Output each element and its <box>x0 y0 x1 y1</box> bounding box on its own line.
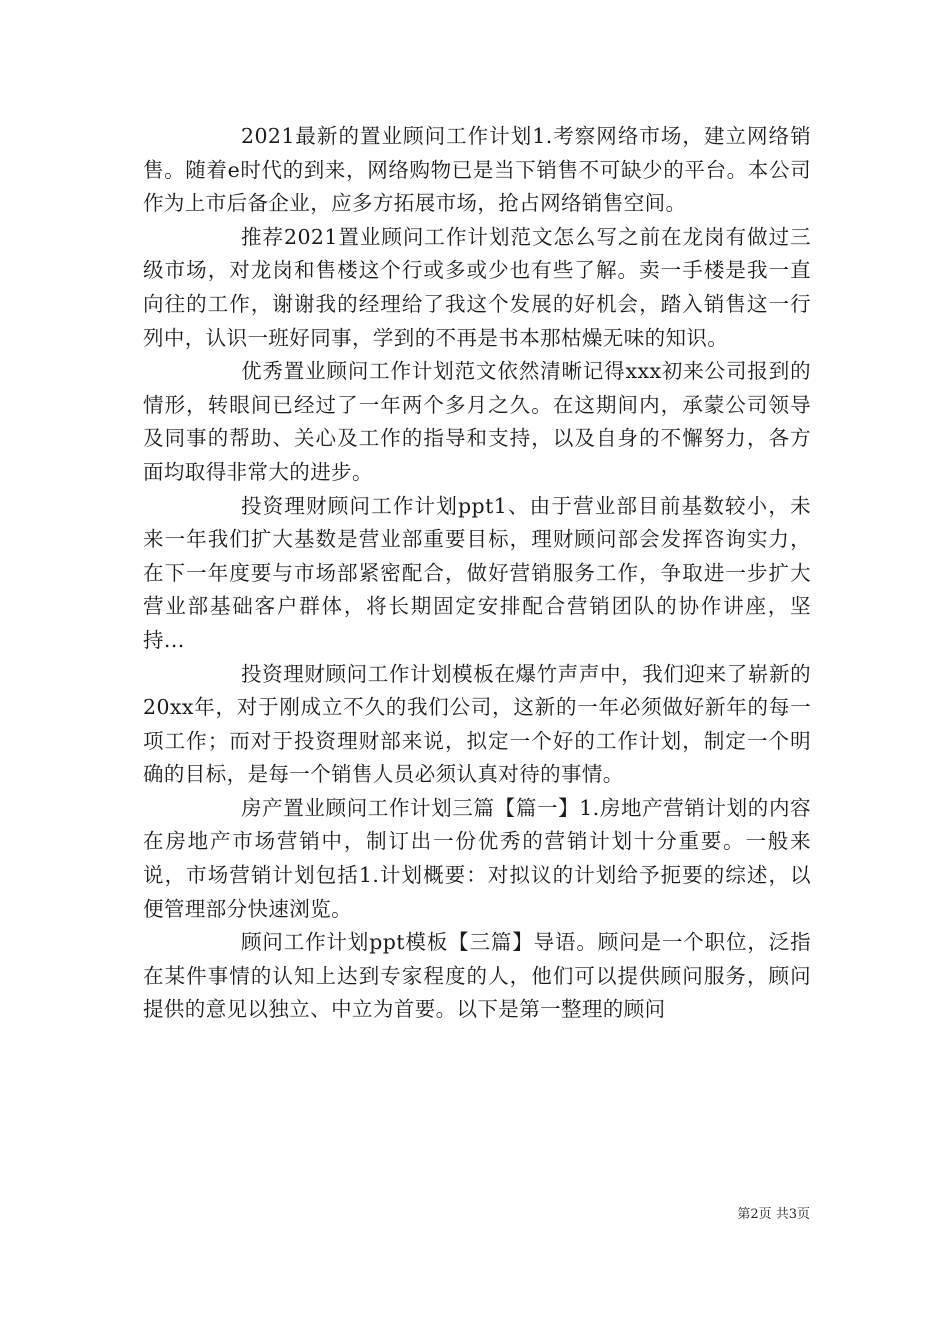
page-number-footer: 第2页 共3页 <box>737 1207 810 1222</box>
paragraph-4: 投资理财顾问工作计划ppt1、由于营业部目前基数较小，未来一年我们扩大基数是营业部重要目标，理财顾问部会发挥咨询实力，在下一年度要与市场部紧密配合，做好营销服务工作，争取进一步扩大营业部基础客户群体，将长期固定安排配合营销团队的协作讲座，坚持... <box>143 493 811 652</box>
paragraph-7: 顾问工作计划ppt模板【三篇】导语。顾问是一个职位，泛指在某件事情的认知上达到专家程度的人，他们可以提供顾问服务，顾问提供的意见以独立、中立为首要。以下是第一整理的顾问 <box>143 930 811 1022</box>
document-body <box>143 120 811 1027</box>
paragraph-6: 房产置业顾问工作计划三篇【篇一】1.房地产营销计划的内容在房地产市场营销中，制订出一份优秀的营销计划十分重要。一般来说，市场营销计划包括1.计划概要：对拟议的计划给予扼要的综述，以便管理部分快速浏览。 <box>143 795 811 921</box>
paragraph-3: 优秀置业顾问工作计划范文依然清晰记得xxx初来公司报到的情形，转眼间已经过了一年两个多月之久。在这期间内，承蒙公司领导及同事的帮助、关心及工作的指导和支持，以及自身的不懈努力，各方面均取得非常大的进步。 <box>143 359 811 484</box>
paragraph-1: 2021最新的置业顾问工作计划1.考察网络市场，建立网络销售。随着e时代的到来，网络购物已是当下销售不可缺少的平台。本公司作为上市后备企业，应多方拓展市场，抢占网络销售空间。 <box>143 124 811 216</box>
paragraph-2: 推荐2021置业顾问工作计划范文怎么写之前在龙岗有做过三级市场，对龙岗和售楼这个行或多或少也有些了解。卖一手楼是我一直向往的工作，谢谢我的经理给了我这个发展的好机会，踏入销售这一行列中，认识一班好同事，学到的不再是书本那枯燥无味的知识。 <box>143 224 811 350</box>
paragraph-5: 投资理财顾问工作计划模板在爆竹声声中，我们迎来了崭新的20xx年，对于刚成立不久的我们公司，这新的一年必须做好新年的每一项工作；而对于投资理财部来说，拟定一个好的工作计划，制定一个明确的目标，是每一个销售人员必须认真对待的事情。 <box>143 661 811 787</box>
